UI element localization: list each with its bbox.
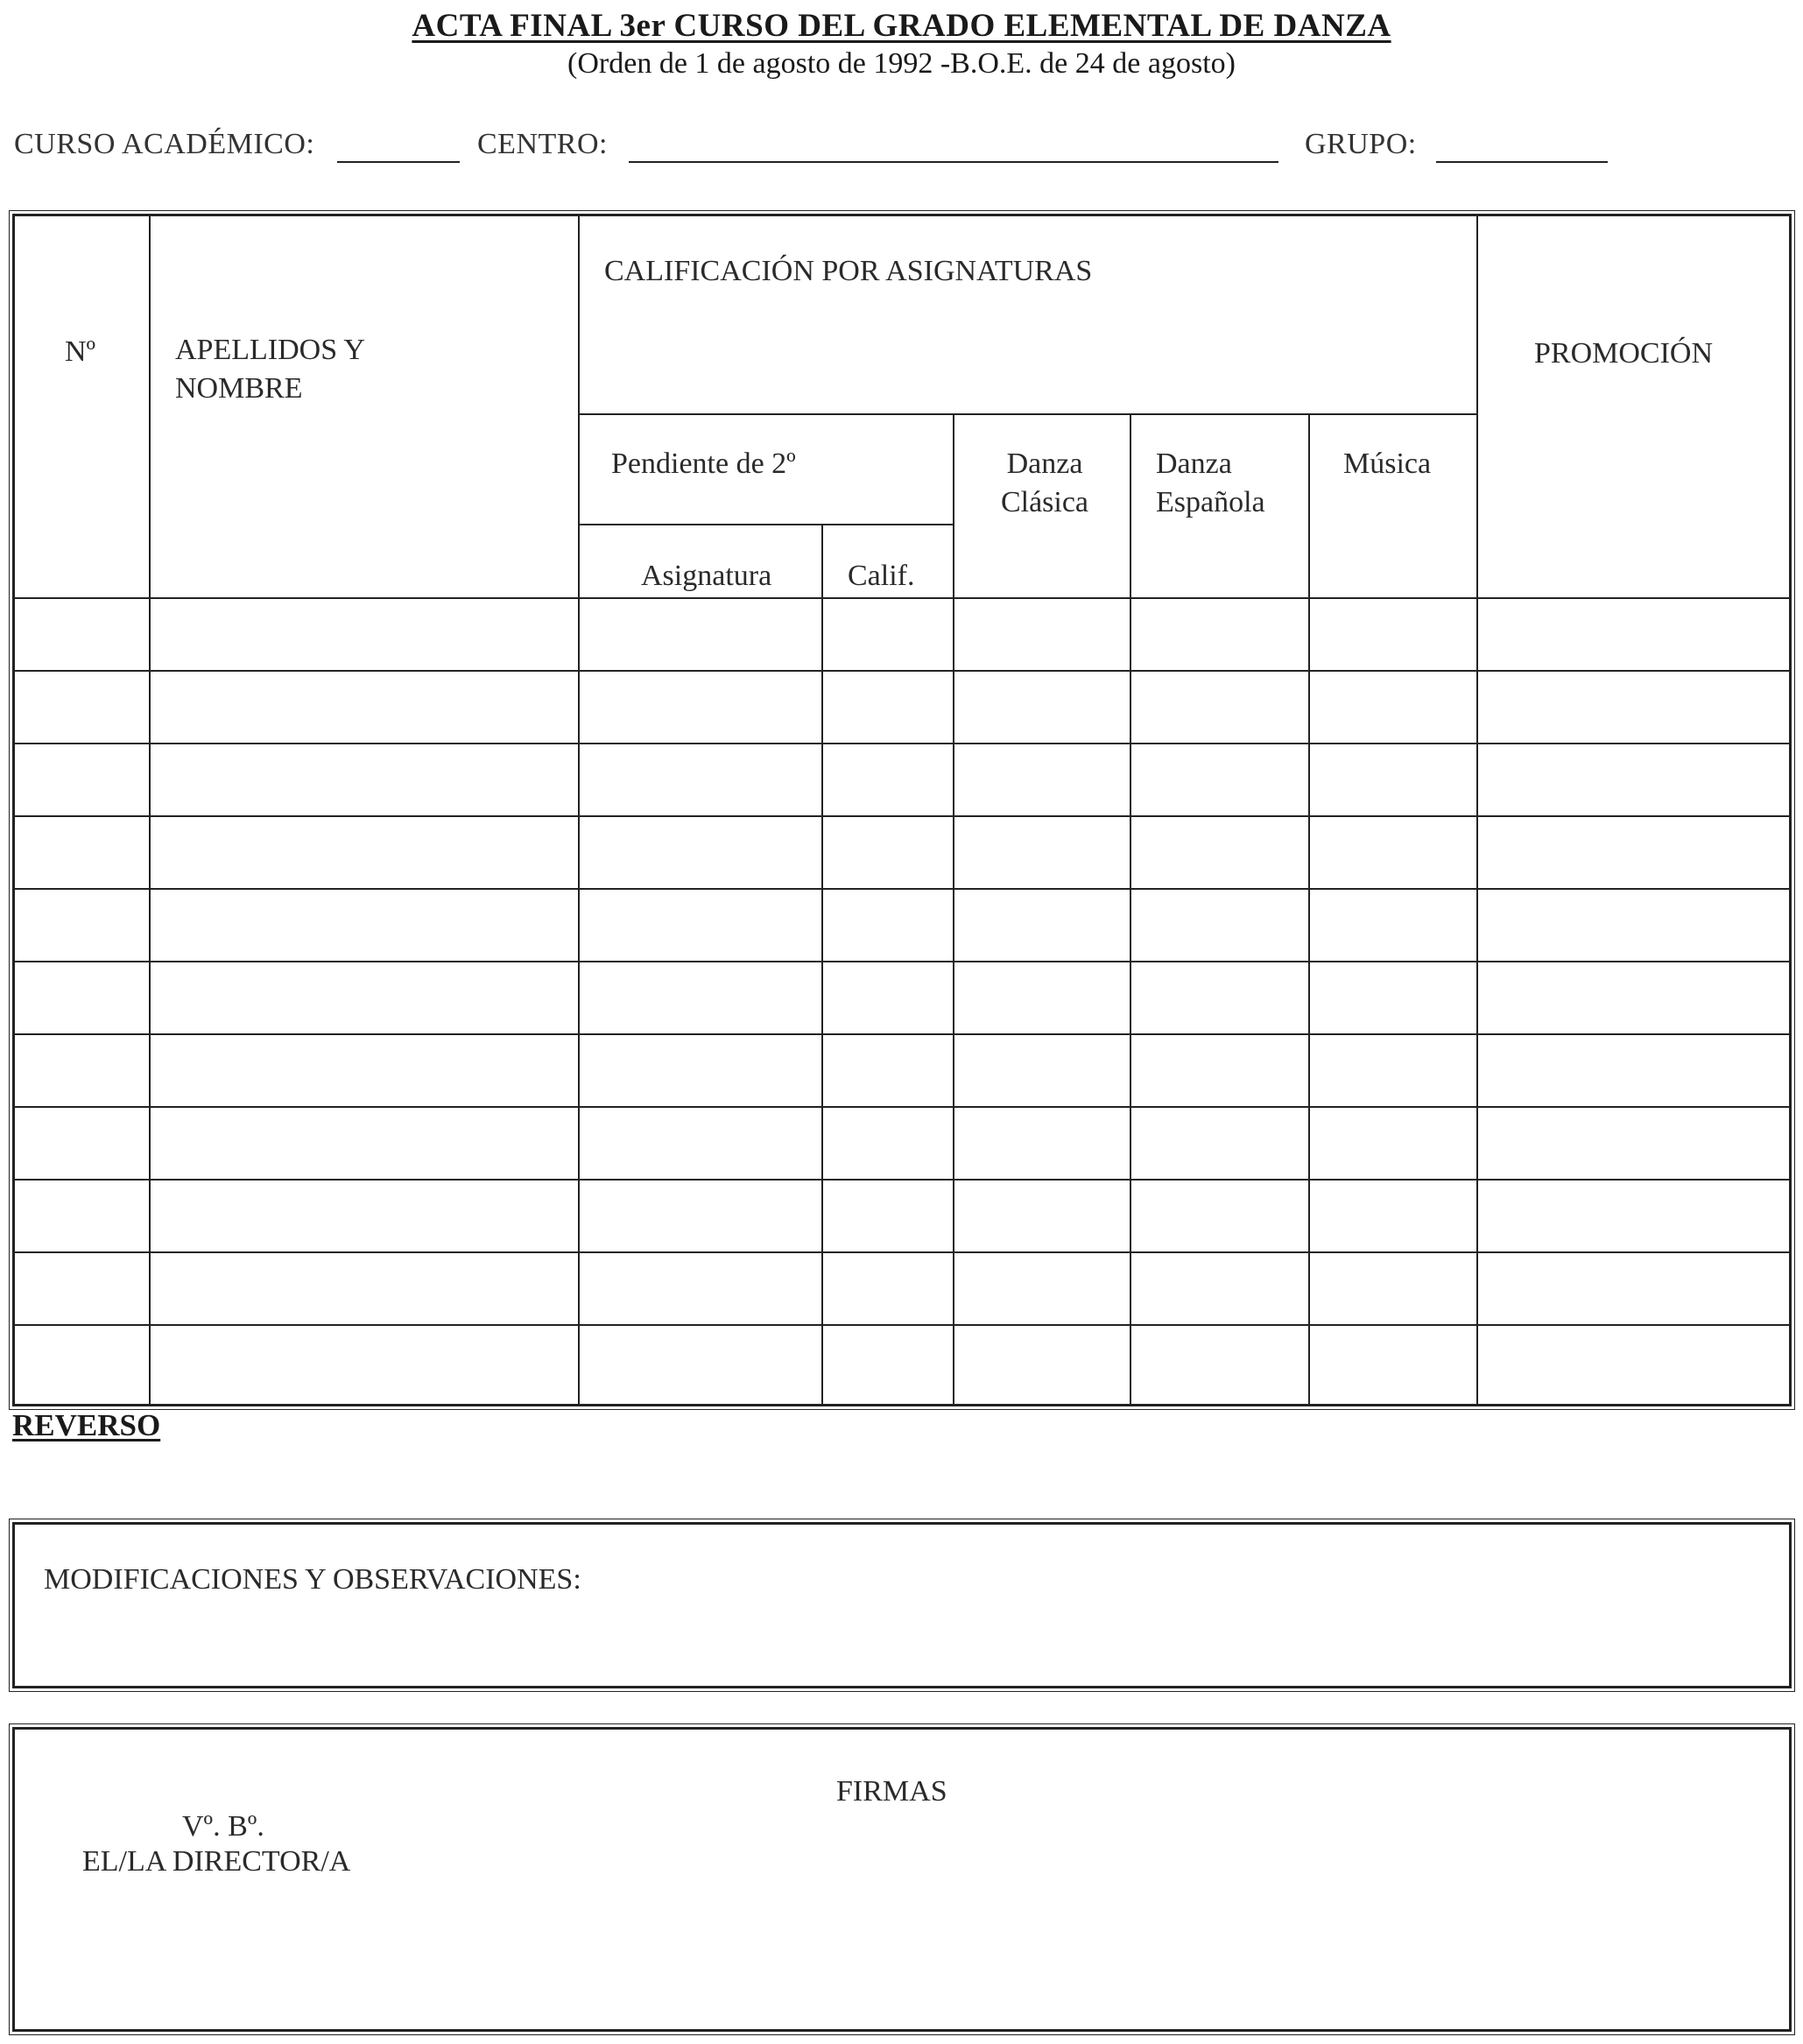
col-header-no: Nº (65, 335, 96, 368)
row-divider (15, 961, 1789, 962)
row-divider (15, 888, 1789, 890)
col-divider (149, 216, 151, 1404)
observaciones-box[interactable] (12, 1522, 1792, 1688)
col-header-danza-espanola: Danza Española (1156, 448, 1265, 518)
row-divider (15, 670, 1789, 672)
row-divider (15, 1324, 1789, 1326)
col-header-danza-clasica: Danza Clásica (1000, 448, 1089, 518)
col-header-calificacion: CALIFICACIÓN POR ASIGNATURAS (604, 255, 1093, 287)
col-header-promocion: PROMOCIÓN (1534, 337, 1714, 370)
col-divider (1130, 415, 1131, 1404)
curso-academico-field[interactable] (337, 161, 460, 163)
visto-bueno-label: Vº. Bº. (182, 1810, 264, 1843)
reverso-heading: REVERSO (12, 1408, 161, 1442)
row-divider (15, 815, 1789, 817)
col-header-nombre: APELLIDOS Y NOMBRE (175, 334, 364, 405)
col-divider (1308, 415, 1310, 1404)
row-divider (15, 597, 1789, 599)
row-divider (15, 1106, 1789, 1108)
grupo-field[interactable] (1436, 161, 1608, 163)
col-divider (821, 525, 823, 1404)
row-divider (15, 1033, 1789, 1035)
col-divider (578, 216, 580, 1404)
col-header-asignatura: Asignatura (641, 560, 772, 592)
header-divider (578, 524, 953, 525)
col-header-musica: Música (1343, 448, 1432, 480)
centro-field[interactable] (629, 161, 1278, 163)
row-divider (15, 1179, 1789, 1181)
firmas-title: FIRMAS (836, 1775, 947, 1808)
centro-label: CENTRO: (477, 128, 608, 160)
document-title: ACTA FINAL 3er CURSO DEL GRADO ELEMENTAL DE DANZA (412, 8, 1391, 44)
row-divider (15, 743, 1789, 744)
observaciones-label: MODIFICACIONES Y OBSERVACIONES: (44, 1563, 581, 1596)
col-divider (953, 415, 954, 1404)
col-header-pendiente: Pendiente de 2º (611, 448, 796, 480)
row-divider (15, 1251, 1789, 1253)
header-divider (578, 413, 1476, 415)
col-header-calif: Calif. (848, 560, 915, 592)
grupo-label: GRUPO: (1305, 128, 1417, 160)
col-divider (1476, 216, 1478, 1404)
curso-academico-label: CURSO ACADÉMICO: (14, 128, 315, 160)
director-label: EL/LA DIRECTOR/A (82, 1845, 351, 1878)
document-subtitle: (Orden de 1 de agosto de 1992 -B.O.E. de 24 de agosto) (567, 47, 1236, 80)
